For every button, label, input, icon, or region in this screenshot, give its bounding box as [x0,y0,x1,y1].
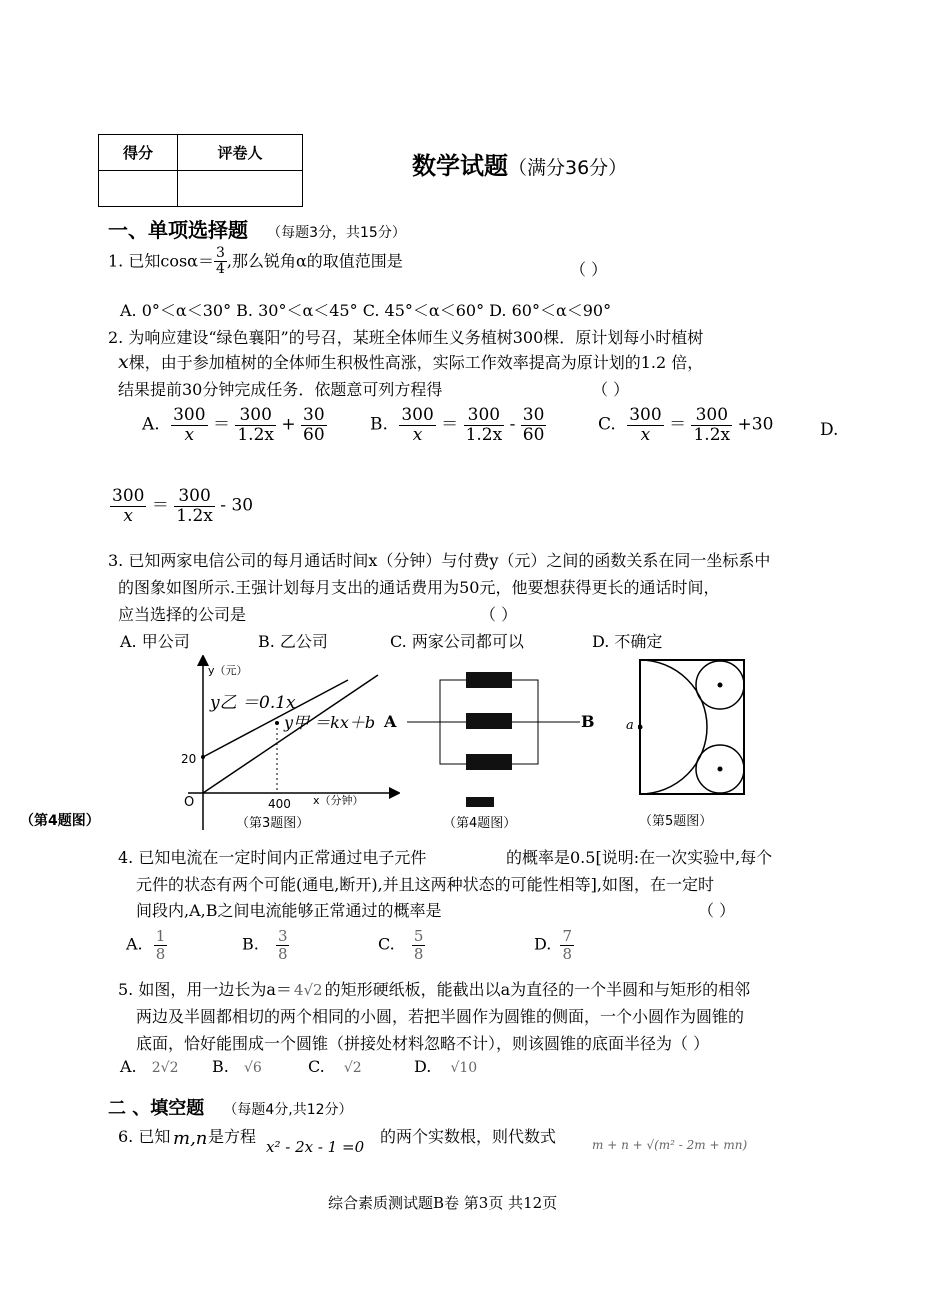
grader-header: 评卷人 [178,135,303,171]
q5-c-label: C. [308,1057,325,1076]
q2-c-den2: 1.2x [693,424,731,445]
q3-line2: 的图象如图所示.王强计划每月支出的通话费用为50元，他要想获得更长的通话时间， [118,578,720,597]
q4-option-c [378,928,425,962]
score-table [98,134,303,207]
q5-opt-d [414,1057,477,1076]
q4-c-den: 8 [413,944,424,963]
graph-line-yi-label: y乙 ＝0.1x [210,693,296,713]
q3-opt-c: C. 两家公司都可以 [390,632,524,651]
q2-a-num2: 300 [235,406,276,426]
q5-a-label: A. [120,1057,137,1076]
center-semicircle [638,725,643,730]
section2-header [108,1094,353,1120]
q2-c-num2: 300 [691,406,732,426]
component-2 [466,713,512,729]
q4-b-den: 8 [277,944,288,963]
side-caption: （第4题图） [20,813,100,829]
component-legend-icon [466,797,494,807]
q2-b-op: - [509,414,516,435]
q2-option-d [110,487,253,525]
q2-b-num2: 300 [464,406,505,426]
q4-a-label: A. [126,934,143,954]
q4-paren: （ ） [698,901,736,920]
q4-c-label: C. [378,934,395,954]
q2-a-frac1 [171,406,207,444]
circuit-label-b: B [581,712,595,731]
q2-a-den3: 60 [303,424,325,445]
q4-line2: 元件的状态有两个可能(通电,断开),并且这两种状态的可能性相等],如图，在一定时 [136,875,714,894]
title-sub: （满分36分） [508,157,628,179]
q2-b-num1: 300 [401,405,434,425]
q4-option-b [242,928,289,962]
figure5-caption: （第5题图） [639,814,713,829]
q6-suffix: 的两个实数根，则代数式 [380,1127,557,1146]
q2-line3: 结果提前30分钟完成任务．依题意可列方程得 [118,380,443,399]
q2-c-num1: 300 [629,405,662,425]
q5-b-val: √6 [243,1060,262,1076]
circuit-label-a: A [384,712,397,731]
rectangle [640,660,744,794]
q5-c-val: √2 [343,1060,362,1076]
q2-option-c [598,406,773,444]
q4-b-label: B. [242,934,259,954]
q2-b-den2: 1.2x [465,424,503,445]
q4-a-den: 8 [155,944,166,963]
q6-expression: m + n + √(m² - 2m + mn) [592,1138,748,1152]
q2-d-eq: ＝ [151,495,169,516]
q2-b-label: B. [370,414,388,435]
graph-x-label: x（分钟） [313,794,364,807]
section1-note: （每题3分，共15分） [267,225,406,241]
q5-line3: 底面，恰好能围成一个圆锥（拼接处材料忽略不计），则该圆锥的底面半径为（ ） [136,1034,710,1053]
q2-line2-text: 棵，由于参加植树的全体师生积极性高涨，实际工作效率提高为原计划的1.2 倍， [128,353,704,372]
q2-d-num2: 300 [174,487,215,507]
q5-opt-b [212,1057,262,1076]
grader-cell [178,171,303,207]
q1-frac-den: 4 [215,261,225,278]
q4-d-label: D. [534,934,552,954]
q4-b-frac [276,928,290,962]
section2-heading: 二 、填空题 [108,1098,205,1119]
q3-opt-b: B. 乙公司 [258,632,328,651]
q3-opt-d: D. 不确定 [592,632,663,651]
q1-options: A. 0°＜α＜30° B. 30°＜α＜45° C. 45°＜α＜60° D. 60°＜α＜90° [120,301,612,320]
q2-b-frac2 [464,406,505,444]
q2-d-frac1 [110,487,146,525]
q1-stem [108,246,403,278]
q6-mid: 是方程 [208,1127,257,1146]
q4-line1b: 的概率是0.5[说明:在一次实验中,每个 [506,848,773,867]
q5-line1b: 的矩形硬纸板，能截出以a为直径的一个半圆和与矩形的相邻 [324,980,751,999]
q2-a-den1: x [184,424,195,445]
q2-option-b [370,406,546,444]
q5-d-label: D. [414,1057,432,1076]
q2-var-x: x [118,351,129,373]
graph-x-tick: 400 [268,797,291,811]
q2-d-den2: 1.2x [176,505,213,526]
q5-opt-c [308,1057,362,1076]
section1-header [108,214,406,243]
page-title [412,146,627,181]
q4-option-a [126,928,167,962]
intercept-point [201,755,205,759]
q5-d-val: √10 [450,1060,478,1076]
title-main: 数学试题 [412,152,508,180]
q6-equation: x² - 2x - 1 =0 [266,1138,365,1156]
q2-d-label: D. [820,420,839,440]
q2-d-tail: - 30 [220,495,254,516]
q2-c-tail: +30 [737,414,774,435]
q2-a-frac3 [301,406,327,444]
graph-origin: O [184,795,195,810]
q5-line1a: 5. 如图，用一边长为a＝ [118,980,292,999]
score-header: 得分 [99,135,178,171]
component-3 [466,754,512,770]
section1-heading: 一、单项选择题 [108,218,248,242]
q2-paren: （ ） [592,380,630,399]
q2-b-eq: ＝ [441,414,459,435]
q4-line3: 间段内,A,B之间电流能够正常通过的概率是 [136,901,442,920]
q2-d-frac2 [174,487,215,525]
q2-c-frac2 [691,406,732,444]
q5-b-label: B. [212,1057,229,1076]
q2-b-frac3 [521,406,547,444]
q6-vars: m,n [173,1128,208,1149]
q2-a-num3: 30 [303,405,325,425]
q3-line1: 3. 已知两家电信公司的每月通话时间x（分钟）与付费y（元）之间的函数关系在同一坐标系中 [108,551,771,570]
q2-b-frac1 [399,406,435,444]
q5-line2: 两边及半圆都相切的两个相同的小圆，若把半圆作为圆锥的侧面，一个小圆作为圆锥的 [136,1007,745,1026]
section2-note: （每题4分,共12分） [223,1102,353,1118]
q4-c-frac [412,928,426,962]
q2-a-num1: 300 [173,405,206,425]
graph-y-tick: 20 [181,752,197,766]
graph-line-jia-label: y甲 ＝kx＋b [284,713,376,732]
q4-a-num: 1 [155,927,166,945]
center-bottom [718,767,723,772]
score-cell [99,171,178,207]
q1-frac-num: 3 [215,245,225,261]
q4-a-frac [154,928,168,962]
q2-b-den1: x [412,424,423,445]
figure5-label-a: a [626,718,634,733]
q1-prefix: 1. 已知cosα＝ [108,251,214,271]
q3-line3: 应当选择的公司是 [118,605,247,624]
q5-a-value: 4√2 [293,981,323,999]
q3-opt-a: A. 甲公司 [120,632,190,651]
q2-line2 [118,350,703,373]
q5-figure [638,658,748,798]
q5-a-val: 2√2 [151,1060,179,1076]
q2-d-num1: 300 [112,486,145,506]
q2-a-frac2 [235,406,276,444]
q2-b-num3: 30 [522,405,545,425]
graph-y-label: y（元） [208,664,248,677]
q2-c-label: C. [598,414,616,435]
center-top [718,683,723,688]
q2-d-den1: x [123,505,134,526]
q1-suffix: ,那么锐角α的取值范围是 [226,251,403,271]
q4-circuit [402,660,580,810]
q6-prefix: 6. 已知 [118,1127,171,1146]
page-footer: 综合素质测试题B卷 第3页 共12页 [328,1194,558,1212]
figure4-caption: （第4题图） [443,816,517,831]
q3-paren: （ ） [480,605,518,624]
q2-a-eq: ＝ [212,414,230,435]
q4-d-frac [560,928,574,962]
q1-paren: （ ） [570,260,608,279]
q2-line1: 2. 为响应建设“绿色襄阳”的号召，某班全体师生义务植树300棵．原计划每小时植树 [108,328,704,347]
q2-a-den2: 1.2x [237,424,274,445]
q2-option-a [142,406,327,444]
intersection-point [275,721,279,725]
q4-c-num: 5 [413,927,424,945]
q5-opt-a [120,1057,178,1076]
q2-a-label: A. [142,414,160,435]
q1-fraction [214,246,227,278]
component-1 [466,672,512,688]
q4-d-num: 7 [562,927,572,945]
q4-d-den: 8 [562,944,572,963]
q2-b-den3: 60 [522,424,545,445]
q5-line1 [118,977,750,1000]
q4-b-num: 3 [277,927,288,945]
q4-option-d [534,928,574,962]
q2-c-eq: ＝ [669,414,687,435]
q2-c-den1: x [640,424,651,445]
graph3-caption: （第3题图） [236,816,310,831]
q2-c-frac1 [627,406,663,444]
q4-line1a: 4. 已知电流在一定时间内正常通过电子元件 [118,848,427,867]
q2-a-op: + [281,414,296,435]
